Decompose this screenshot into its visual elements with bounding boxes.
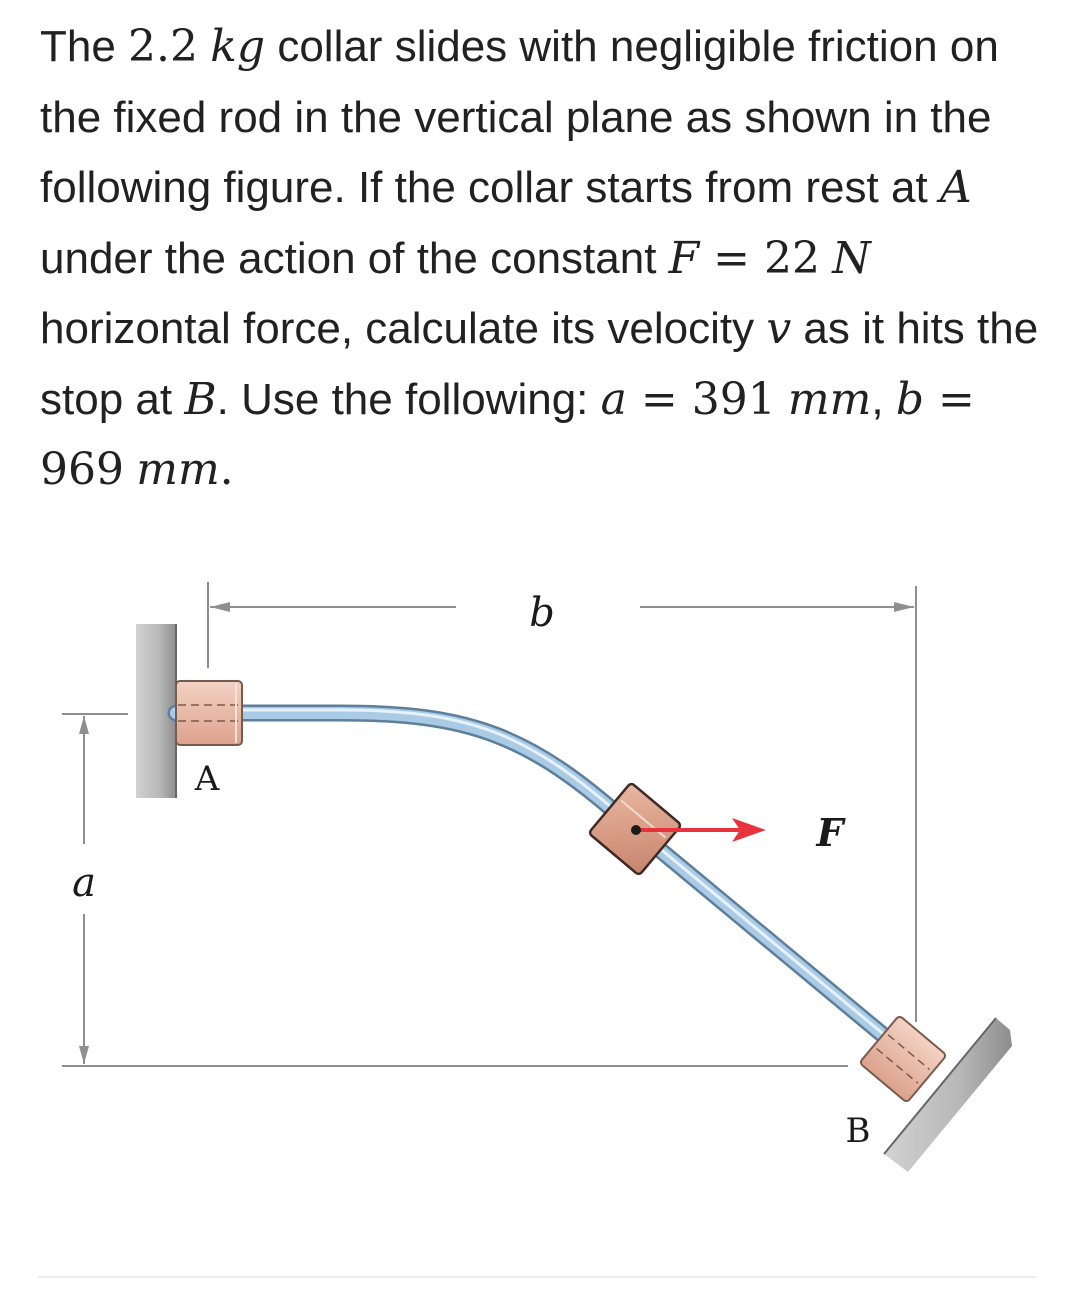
b-symbol: b bbox=[895, 373, 924, 425]
collar-rod-diagram bbox=[0, 560, 1080, 1200]
point-a-symbol: A bbox=[939, 162, 972, 213]
text-segment: collar slides with negligible friction on the fixed rod in the vertical plane as shown in the following figure. If the collar starts from rest at bbox=[40, 22, 999, 212]
label-point-b: B bbox=[845, 1111, 871, 1151]
label-a: a bbox=[72, 860, 96, 906]
text-segment: under the action of the constant bbox=[40, 233, 669, 283]
text-segment: The bbox=[40, 22, 129, 71]
dimension-a bbox=[62, 714, 848, 1066]
length-unit: mm bbox=[787, 373, 872, 425]
a-symbol: a bbox=[600, 373, 627, 425]
fixed-rod bbox=[176, 710, 895, 1045]
force-unit: N bbox=[832, 232, 871, 284]
equals-sign: = bbox=[924, 373, 975, 425]
b-value: 969 bbox=[40, 444, 124, 495]
collar-at-a bbox=[176, 681, 242, 799]
a-value: 391 bbox=[691, 373, 776, 425]
point-b-symbol: B bbox=[184, 373, 217, 425]
text-segment: as it hits the stop at bbox=[40, 304, 1039, 424]
label-point-a: A bbox=[194, 759, 220, 799]
text-segment: . bbox=[219, 444, 234, 495]
problem-statement bbox=[40, 12, 1040, 506]
length-unit: mm bbox=[136, 444, 220, 495]
label-b: b bbox=[529, 590, 555, 636]
force-symbol: F bbox=[668, 232, 700, 284]
force-value: 22 bbox=[764, 232, 821, 284]
dimension-b bbox=[208, 582, 916, 1022]
mass-value: 2.2 bbox=[128, 21, 199, 72]
equals-sign: = bbox=[699, 232, 765, 284]
text-segment: . Use the following: bbox=[216, 374, 601, 424]
text-segment: horizontal force, calculate its velocity bbox=[40, 304, 767, 353]
label-force-f: F bbox=[816, 810, 844, 855]
text-segment: , bbox=[871, 374, 896, 424]
equals-sign: = bbox=[626, 373, 692, 425]
mass-unit: kg bbox=[210, 21, 266, 72]
velocity-symbol: v bbox=[766, 303, 792, 354]
divider bbox=[38, 1276, 1036, 1278]
